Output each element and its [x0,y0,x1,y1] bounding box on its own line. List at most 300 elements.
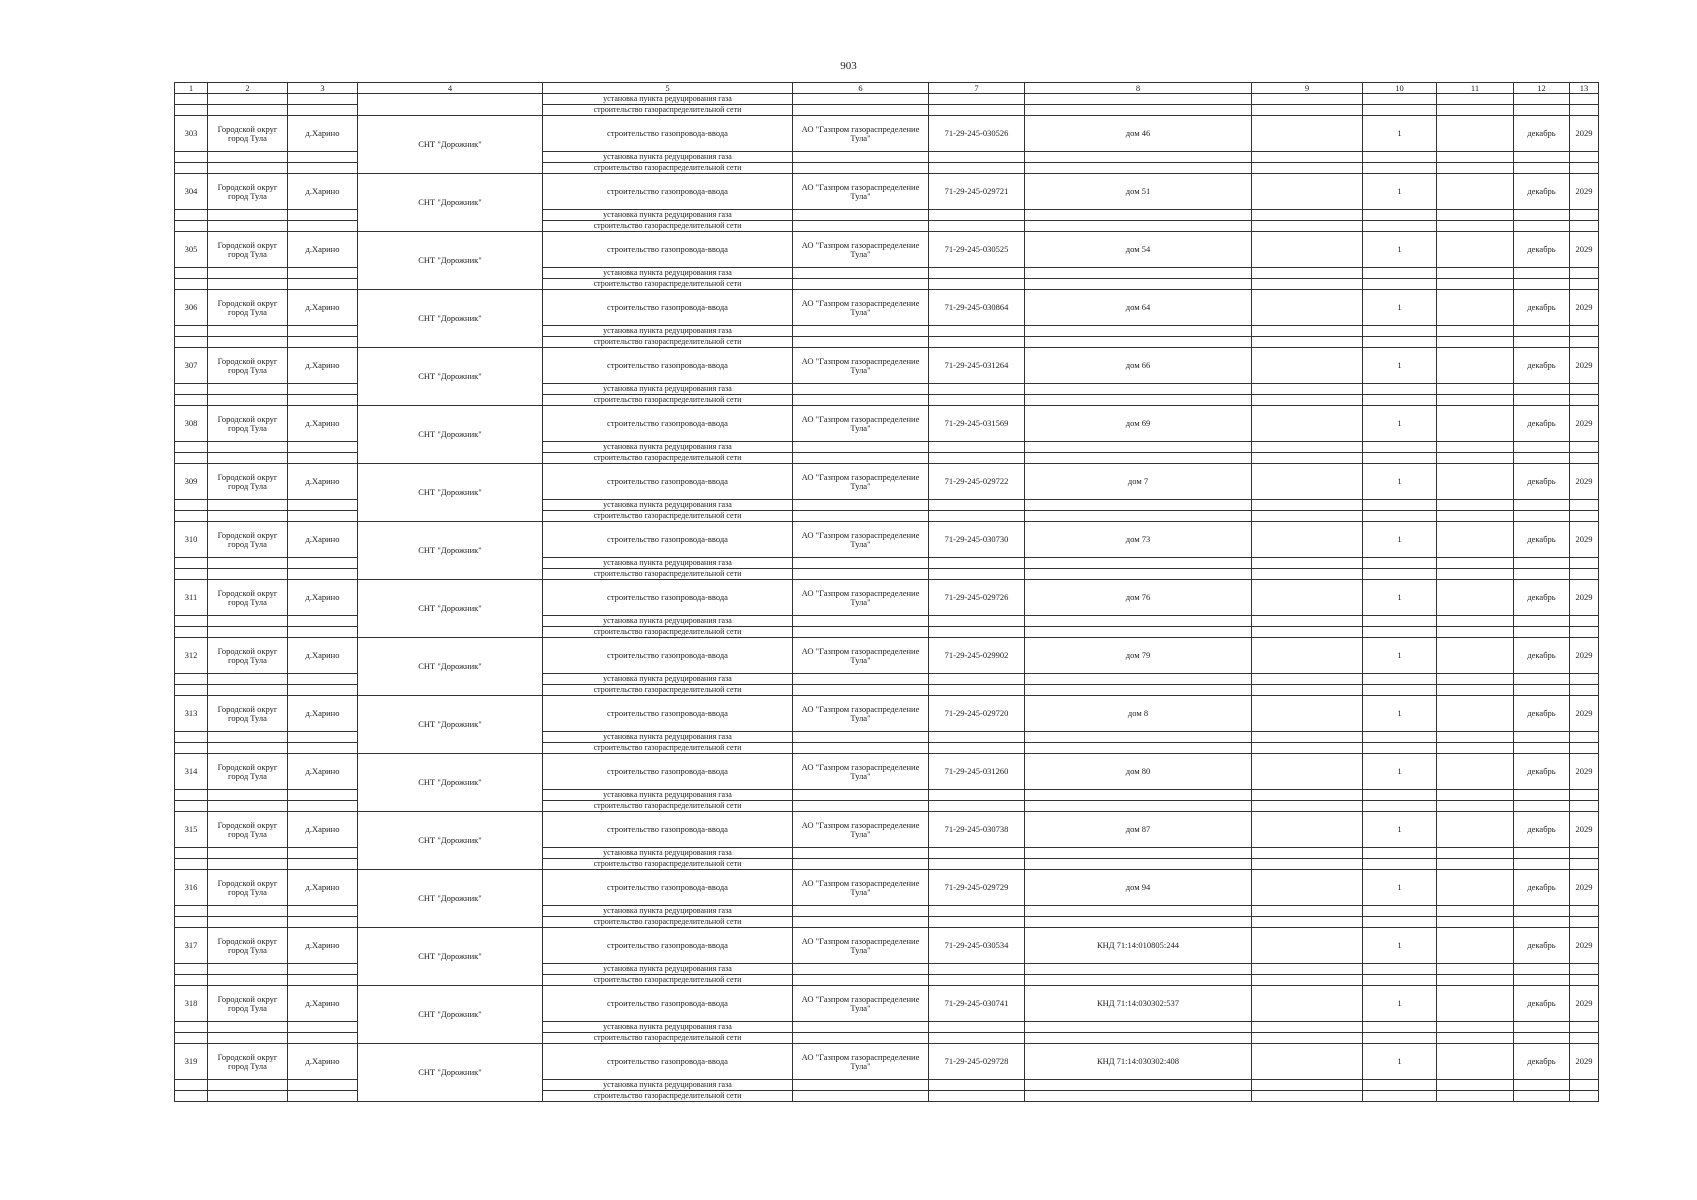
empty-cell [1514,442,1570,453]
empty-cell [1514,1033,1570,1044]
empty-cell [288,94,358,105]
empty-cell [793,337,929,348]
empty-cell [175,511,208,522]
empty-cell [1437,986,1514,1022]
empty-cell [1437,210,1514,221]
table-row [175,522,1599,558]
quantity-cell: 1 [1363,928,1437,964]
empty-cell [1025,732,1252,743]
empty-cell [929,975,1025,986]
district-cell: Городской округ город Тула [208,116,288,152]
empty-cell [175,105,208,116]
empty-cell [1437,790,1514,801]
table-row [175,580,1599,616]
empty-cell [288,1022,358,1033]
empty-cell [1363,152,1437,163]
work-type-network: строительство газораспределительной сети [543,975,793,986]
empty-cell [793,917,929,928]
work-type-riser: строительство газопровода-ввода [543,696,793,732]
empty-cell [929,163,1025,174]
empty-cell [1363,616,1437,627]
quantity-cell: 1 [1363,116,1437,152]
empty-cell [1252,1044,1363,1080]
snt-name-cell: СНТ "Дорожник" [358,1044,543,1102]
empty-cell [1252,290,1363,326]
empty-cell [1570,975,1599,986]
column-header: 1 [175,83,208,94]
empty-cell [1252,975,1363,986]
operator-cell: АО "Газпром газораспределение Тула" [793,580,929,616]
empty-cell [288,105,358,116]
settlement-cell: д.Харино [288,464,358,500]
empty-cell [1252,859,1363,870]
empty-cell [175,859,208,870]
table-row [175,986,1599,1022]
empty-cell [1363,743,1437,754]
empty-cell [1514,1080,1570,1091]
empty-cell [1252,754,1363,790]
empty-cell [1252,232,1363,268]
work-type-regulator: установка пункта редуцирования газа [543,1022,793,1033]
empty-cell [208,268,288,279]
district-cell: Городской округ город Тула [208,174,288,210]
snt-name-cell: СНТ "Дорожник" [358,232,543,290]
empty-cell [1570,801,1599,812]
empty-cell [929,279,1025,290]
object-code-cell: 71-29-245-030741 [929,986,1025,1022]
row-number: 306 [175,290,208,326]
settlement-cell: д.Харино [288,870,358,906]
empty-cell [1570,627,1599,638]
empty-cell [288,442,358,453]
work-type-regulator: установка пункта редуцирования газа [543,674,793,685]
table-row [175,116,1599,152]
empty-cell [1363,1091,1437,1102]
empty-cell [208,569,288,580]
district-cell: Городской округ город Тула [208,464,288,500]
empty-cell [208,221,288,232]
operator-cell: АО "Газпром газораспределение Тула" [793,1044,929,1080]
empty-cell [793,500,929,511]
empty-cell [1437,221,1514,232]
empty-cell [1025,442,1252,453]
empty-cell [1252,917,1363,928]
empty-cell [1252,210,1363,221]
empty-cell [288,1091,358,1102]
empty-cell [1252,511,1363,522]
empty-cell [793,859,929,870]
empty-cell [929,859,1025,870]
empty-cell [1025,964,1252,975]
empty-cell [208,1022,288,1033]
page-number: 903 [840,60,857,72]
empty-cell [1252,685,1363,696]
empty-cell [1570,163,1599,174]
month-cell: декабрь [1514,928,1570,964]
work-type-network: строительство газораспределительной сети [543,279,793,290]
empty-cell [288,1080,358,1091]
empty-cell [1025,743,1252,754]
empty-cell [1363,848,1437,859]
empty-cell [175,500,208,511]
quantity-cell: 1 [1363,754,1437,790]
empty-cell [288,511,358,522]
empty-cell [1437,616,1514,627]
column-header: 2 [208,83,288,94]
empty-cell [929,94,1025,105]
quantity-cell: 1 [1363,406,1437,442]
empty-cell [1437,638,1514,674]
object-code-cell: 71-29-245-029729 [929,870,1025,906]
settlement-cell: д.Харино [288,348,358,384]
work-type-regulator: установка пункта редуцирования газа [543,848,793,859]
empty-cell [1252,522,1363,558]
empty-cell [1363,975,1437,986]
empty-cell [175,1080,208,1091]
work-type-regulator: установка пункта редуцирования газа [543,152,793,163]
district-cell: Городской округ город Тула [208,580,288,616]
empty-cell [1437,152,1514,163]
empty-cell [1514,1091,1570,1102]
year-cell: 2029 [1570,580,1599,616]
work-type-network: строительство газораспределительной сети [543,453,793,464]
object-code-cell: 71-29-245-029728 [929,1044,1025,1080]
empty-cell [1252,1091,1363,1102]
operator-cell: АО "Газпром газораспределение Тула" [793,232,929,268]
empty-cell [288,268,358,279]
operator-cell: АО "Газпром газораспределение Тула" [793,174,929,210]
table-row [175,696,1599,732]
empty-cell [1514,395,1570,406]
empty-cell [288,906,358,917]
settlement-cell: д.Харино [288,174,358,210]
empty-cell [288,395,358,406]
empty-cell [1570,279,1599,290]
empty-cell [175,395,208,406]
empty-cell [793,569,929,580]
year-cell: 2029 [1570,1044,1599,1080]
empty-cell [288,790,358,801]
year-cell: 2029 [1570,928,1599,964]
snt-name-cell: СНТ "Дорожник" [358,464,543,522]
row-number: 308 [175,406,208,442]
empty-cell [793,790,929,801]
empty-cell [793,616,929,627]
empty-cell [1570,500,1599,511]
empty-cell [208,453,288,464]
empty-cell [1570,743,1599,754]
empty-cell [1570,152,1599,163]
empty-cell [1252,812,1363,848]
empty-cell [1363,453,1437,464]
empty-cell [175,743,208,754]
empty-cell [929,906,1025,917]
district-cell: Городской округ город Тула [208,348,288,384]
empty-cell [208,917,288,928]
object-code-cell: 71-29-245-031569 [929,406,1025,442]
empty-cell [793,94,929,105]
empty-cell [288,152,358,163]
empty-cell [208,105,288,116]
empty-cell [929,511,1025,522]
empty-cell [1514,1022,1570,1033]
empty-cell [1252,348,1363,384]
work-type-regulator: установка пункта редуцирования газа [543,616,793,627]
empty-cell [288,975,358,986]
year-cell: 2029 [1570,116,1599,152]
empty-cell [1025,395,1252,406]
row-number: 318 [175,986,208,1022]
empty-cell [175,975,208,986]
address-cell: дом 64 [1025,290,1252,326]
empty-cell [929,964,1025,975]
empty-cell [1437,1033,1514,1044]
empty-cell [1437,812,1514,848]
table-row [175,348,1599,384]
empty-cell [929,674,1025,685]
empty-cell [1363,1080,1437,1091]
empty-cell [793,558,929,569]
table-row [175,174,1599,210]
empty-cell [1252,558,1363,569]
snt-name-cell: СНТ "Дорожник" [358,754,543,812]
year-cell: 2029 [1570,348,1599,384]
empty-cell [175,790,208,801]
empty-cell [929,917,1025,928]
empty-cell [1252,163,1363,174]
empty-cell [1570,674,1599,685]
month-cell: декабрь [1514,870,1570,906]
empty-cell [1514,105,1570,116]
empty-cell [1363,442,1437,453]
empty-cell [1570,848,1599,859]
empty-cell [1514,732,1570,743]
empty-cell [208,384,288,395]
empty-cell [1570,453,1599,464]
work-type-riser: строительство газопровода-ввода [543,232,793,268]
empty-cell [208,685,288,696]
empty-cell [1025,326,1252,337]
empty-cell [1252,500,1363,511]
empty-cell [208,558,288,569]
empty-cell [175,94,208,105]
empty-cell [208,906,288,917]
operator-cell: АО "Газпром газораспределение Тула" [793,986,929,1022]
snt-name-cell [358,94,543,116]
empty-cell [793,511,929,522]
row-number: 303 [175,116,208,152]
empty-cell [1363,906,1437,917]
empty-cell [1570,395,1599,406]
empty-cell [1025,801,1252,812]
settlement-cell: д.Харино [288,522,358,558]
empty-cell [793,442,929,453]
snt-name-cell: СНТ "Дорожник" [358,290,543,348]
empty-cell [175,152,208,163]
empty-cell [1252,674,1363,685]
empty-cell [208,801,288,812]
object-code-cell: 71-29-245-029726 [929,580,1025,616]
empty-cell [1252,848,1363,859]
empty-cell [1570,859,1599,870]
district-cell: Городской округ город Тула [208,522,288,558]
empty-cell [1570,1033,1599,1044]
empty-cell [1570,94,1599,105]
empty-cell [1437,406,1514,442]
quantity-cell: 1 [1363,464,1437,500]
empty-cell [208,210,288,221]
empty-cell [793,1022,929,1033]
empty-cell [288,163,358,174]
empty-cell [1570,337,1599,348]
empty-cell [793,221,929,232]
month-cell: декабрь [1514,812,1570,848]
empty-cell [288,616,358,627]
empty-cell [208,326,288,337]
empty-cell [1252,928,1363,964]
work-type-regulator: установка пункта редуцирования газа [543,558,793,569]
work-type-riser: строительство газопровода-ввода [543,348,793,384]
empty-cell [1570,384,1599,395]
empty-cell [1514,221,1570,232]
empty-cell [1025,384,1252,395]
empty-cell [1025,917,1252,928]
district-cell: Городской округ город Тула [208,696,288,732]
empty-cell [1570,790,1599,801]
empty-cell [1363,279,1437,290]
empty-cell [1025,975,1252,986]
empty-cell [1437,1080,1514,1091]
column-header: 3 [288,83,358,94]
empty-cell [1437,917,1514,928]
empty-cell [1252,395,1363,406]
empty-cell [1514,500,1570,511]
empty-cell [1025,94,1252,105]
month-cell: декабрь [1514,464,1570,500]
object-code-cell: 71-29-245-031260 [929,754,1025,790]
empty-cell [1252,442,1363,453]
empty-cell [175,384,208,395]
empty-cell [793,801,929,812]
table-row [175,754,1599,790]
empty-cell [1363,964,1437,975]
address-cell: КНД 71:14:030302:408 [1025,1044,1252,1080]
work-type-riser: строительство газопровода-ввода [543,116,793,152]
empty-cell [1514,801,1570,812]
district-cell: Городской округ город Тула [208,870,288,906]
object-code-cell: 71-29-245-029902 [929,638,1025,674]
work-type-riser: строительство газопровода-ввода [543,638,793,674]
empty-cell [1025,1022,1252,1033]
empty-cell [1025,500,1252,511]
empty-cell [175,268,208,279]
district-cell: Городской округ город Тула [208,986,288,1022]
empty-cell [1437,1091,1514,1102]
empty-cell [929,558,1025,569]
address-cell: дом 73 [1025,522,1252,558]
settlement-cell: д.Харино [288,986,358,1022]
quantity-cell: 1 [1363,290,1437,326]
month-cell: декабрь [1514,232,1570,268]
empty-cell [1363,558,1437,569]
empty-cell [1025,210,1252,221]
empty-cell [175,569,208,580]
empty-cell [1514,279,1570,290]
district-cell: Городской округ город Тула [208,754,288,790]
row-number: 317 [175,928,208,964]
quantity-cell: 1 [1363,174,1437,210]
empty-cell [1570,569,1599,580]
work-type-network: строительство газораспределительной сети [543,511,793,522]
month-cell: декабрь [1514,696,1570,732]
empty-cell [793,975,929,986]
empty-cell [175,1022,208,1033]
address-cell: КНД 71:14:030302:537 [1025,986,1252,1022]
address-cell: дом 79 [1025,638,1252,674]
quantity-cell: 1 [1363,1044,1437,1080]
empty-cell [1570,511,1599,522]
work-type-network: строительство газораспределительной сети [543,627,793,638]
empty-cell [1437,511,1514,522]
empty-cell [1252,627,1363,638]
work-type-network: строительство газораспределительной сети [543,163,793,174]
operator-cell: АО "Газпром газораспределение Тула" [793,696,929,732]
empty-cell [929,743,1025,754]
year-cell: 2029 [1570,522,1599,558]
empty-cell [1437,279,1514,290]
address-cell: дом 94 [1025,870,1252,906]
empty-cell [1437,453,1514,464]
empty-cell [1514,790,1570,801]
quantity-cell: 1 [1363,696,1437,732]
empty-cell [929,569,1025,580]
empty-cell [1252,384,1363,395]
empty-cell [208,674,288,685]
empty-cell [1363,917,1437,928]
address-cell: дом 66 [1025,348,1252,384]
empty-cell [1437,326,1514,337]
empty-cell [288,569,358,580]
snt-name-cell: СНТ "Дорожник" [358,638,543,696]
empty-cell [929,1033,1025,1044]
empty-cell [1363,500,1437,511]
empty-cell [1514,337,1570,348]
empty-cell [1252,696,1363,732]
empty-cell [288,337,358,348]
empty-cell [288,279,358,290]
empty-cell [1252,743,1363,754]
empty-cell [929,1080,1025,1091]
work-type-network: строительство газораспределительной сети [543,917,793,928]
snt-name-cell: СНТ "Дорожник" [358,348,543,406]
empty-cell [1514,453,1570,464]
operator-cell: АО "Газпром газораспределение Тула" [793,348,929,384]
empty-cell [1514,569,1570,580]
month-cell: декабрь [1514,116,1570,152]
empty-cell [1252,116,1363,152]
month-cell: декабрь [1514,1044,1570,1080]
empty-cell [175,627,208,638]
year-cell: 2029 [1570,812,1599,848]
empty-cell [175,326,208,337]
work-type-riser: строительство газопровода-ввода [543,522,793,558]
empty-cell [1025,1091,1252,1102]
empty-cell [1025,511,1252,522]
empty-cell [1437,500,1514,511]
empty-cell [793,848,929,859]
operator-cell: АО "Газпром газораспределение Тула" [793,638,929,674]
year-cell: 2029 [1570,696,1599,732]
